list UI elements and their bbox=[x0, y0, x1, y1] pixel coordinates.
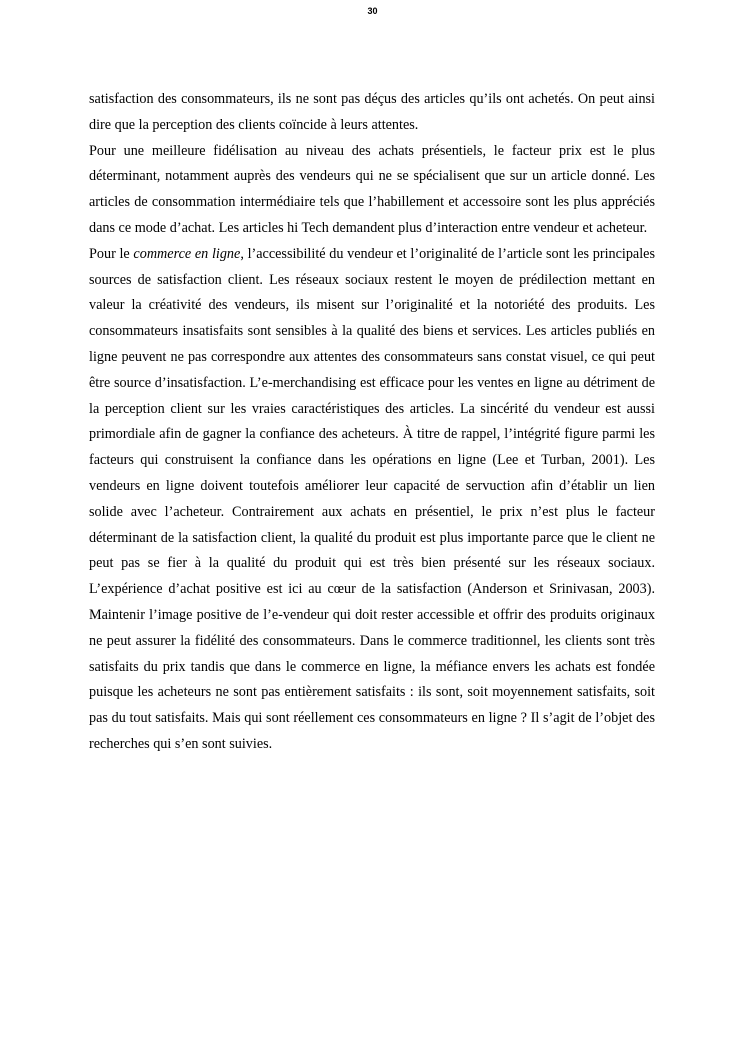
emphasis-commerce-en-ligne: commerce en ligne bbox=[133, 245, 241, 262]
paragraph-satisfaction: satisfaction des consommateurs, ils ne sont pas déçus des articles qu’ils ont achetés. On peut ainsi dire que la perception des clients coïncide à leurs attentes. bbox=[89, 91, 655, 133]
paragraph-fidelisation: Pour une meilleure fidélisation au niveau des achats présentiels, le facteur prix est le plus déterminant, notamment auprès des vendeurs qui ne se spécialisent que sur un article donné. Les articles de consommation intermédiaire tels que l’habillement et accessoire sont les plus appréciés dans ce mode d’achat. Les articles hi Tech demandent plus d’interaction entre vendeur et acheteur. bbox=[89, 142, 655, 236]
page-number: 30 bbox=[367, 6, 378, 16]
paragraph-commerce-en-ligne bbox=[89, 242, 655, 758]
paragraph-body-text: , l’accessibilité du vendeur et l’originalité de l’article sont les principales sources de satisfaction client. Les réseaux sociaux restent le moyen de prédilection mettant en valeur la créativité des vendeurs, ils misent sur l’originalité et la notoriété des produits. Les consommateurs insatisfaits sont sensibles à la qualité des biens et services. Les articles publiés en ligne peuvent ne pas correspondre aux attentes des consommateurs sans constat visuel, ce qui peut être source d’insatisfaction. L’e-merchandising est efficace pour les ventes en ligne au détriment de la perception client sur les vraies caractéristiques des articles. La sincérité du vendeur est aussi primordiale afin de gagner la confiance des acheteurs. À titre de rappel, l’intégrité figure parmi les facteurs qui construisent la confiance dans les opérations en ligne (Lee et Turban, 2001). Les vendeurs en ligne doivent toutefois améliorer leur capacité de servuction afin d’établir un lien solide avec l’acheteur. Contrairement aux achats en présentiel, le prix n’est plus le facteur déterminant de la satisfaction client, la qualité du produit est plus importante parce que le client ne peut pas se fier à la qualité du produit qui est très bien présenté sur les réseaux sociaux. L’expérience d’achat positive est ici au cœur de la satisfaction (Anderson et Srinivasan, 2003). Maintenir l’image positive de l’e-vendeur qui doit rester accessible et offrir des produits originaux ne peut assurer la fidélité des consommateurs. Dans le commerce traditionnel, les clients sont très satisfaits du prix tandis que dans le commerce en ligne, la méfiance envers les achats est fondée puisque les acheteurs ne sont pas entièrement satisfaits : ils sont, soit moyennement satisfaits, soit pas du tout satisfaits. Mais qui sont réellement ces consommateurs en ligne ? Il s’agit de l’objet des recherches qui s’en sont suivies. bbox=[89, 245, 655, 752]
document-body bbox=[89, 87, 655, 758]
paragraph-lead-text: Pour le bbox=[89, 245, 134, 262]
